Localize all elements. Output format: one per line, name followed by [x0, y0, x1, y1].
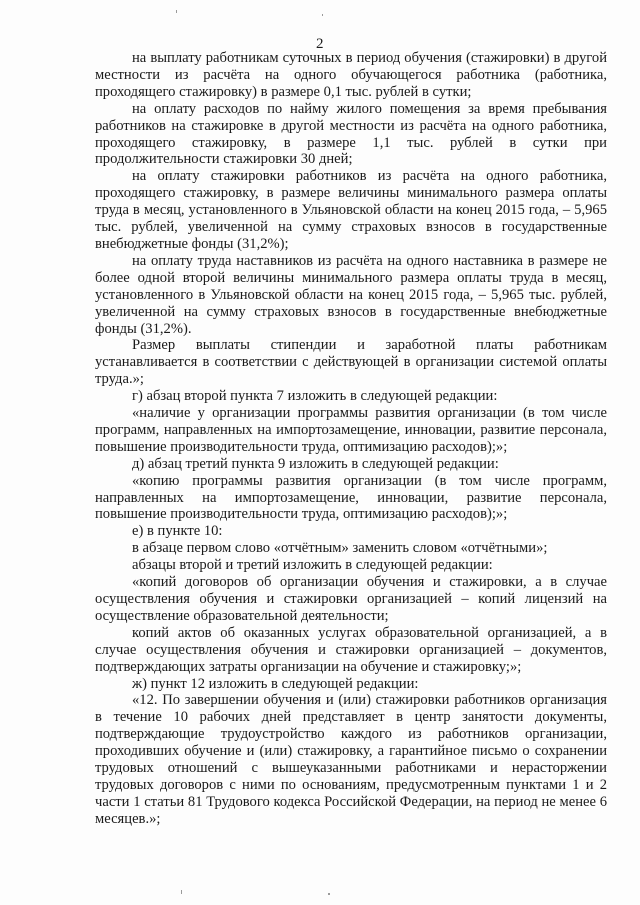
paragraph-daily-allowance: на выплату работникам суточных в период обучения (стажировки) в другой местности из расчёта на одного обучающегося работника (работника, проходящего стажировку) в размере 0,1 тыс. рублей в сутки; — [95, 50, 607, 100]
paragraph-item-e-second: абзацы второй и третий изложить в следующей редакции: — [132, 557, 493, 574]
scan-speck — [176, 10, 177, 13]
paragraph-item-d-text: «копию программы развития организации (в том числе программ, направленных на импортозамещение, инновации, развитие персонала, повышение производительности труда, оптимизацию расходов);»; — [95, 472, 607, 523]
paragraph-internship-pay: на оплату стажировки работников из расчёта на одного работника, проходящего стажировку, в размере величины минимального размера оплаты труда в месяц, установленного в Ульяновской области на конец 2015 года, – 5,965 тыс. рублей, увеличенной на сумму страховых взносов в государственные внебюджетные фонды (31,2%); — [95, 168, 607, 252]
paragraph-acts-copies: копий актов об оказанных услугах образовательной организацией, а в случае осуществления обучения и стажировки организацией – документов, подтверждающих затраты организации на обучение и стажировку;»; — [95, 624, 607, 675]
paragraph-item-g: г) абзац второй пункта 7 изложить в следующей редакции: — [132, 388, 498, 405]
paragraph-contracts-copies: «копий договоров об организации обучения и стажировки, а в случае осуществления обучения и стажировки организацией – копий лицензий на осуществление образовательной деятельности; — [95, 574, 607, 624]
scan-speck — [181, 890, 182, 894]
paragraph-item-d: д) абзац третий пункта 9 изложить в следующей редакции: — [132, 455, 499, 472]
paragraph-housing-costs: на оплату расходов по найму жилого помещения за время пребывания работников на стажировке в другой местности из расчёта на одного работника, проходящего стажировку, в размере 1,1 тыс. рублей в сутки при продолжительности стажировки 30 дней; — [95, 100, 607, 168]
paragraph-stipend-size: Размер выплаты стипендии и заработной платы работникам устанавливается в соответствии с действующей в организации системой оплаты труда.»; — [95, 337, 607, 388]
document-body — [95, 50, 607, 828]
paragraph-item-e-first: в абзаце первом слово «отчётным» заменить словом «отчётными»; — [132, 540, 548, 557]
paragraph-clause-12: «12. По завершении обучения и (или) стажировки работников организация в течение 10 рабочих дней представляет в центр занятости документы, подтверждающие трудоустройство каждого из работников организации, проходивших обучение и (или) стажировку, а гарантийное письмо о сохранении трудовых отношений с вышеуказанными работниками и нерасторжении трудовых договоров с ними по основаниям, предусмотренным пунктами 1 и 2 части 1 статьи 81 Трудового кодекса Российской Федерации, на период не менее 6 месяцев.»; — [95, 692, 607, 827]
page-number: 2 — [316, 36, 324, 52]
scan-speck — [328, 893, 330, 895]
scan-speck — [322, 14, 323, 16]
paragraph-mentor-pay: на оплату труда наставников из расчёта на одного наставника в размере не более одной второй величины минимального размера оплаты труда в месяц, установленного в Ульяновской области на конец 2015 года, – 5,965 тыс. рублей, увеличенной на сумму страховых взносов в государственные внебюджетные фонды (31,2%). — [95, 252, 607, 337]
paragraph-item-zh: ж) пункт 12 изложить в следующей редакции: — [132, 675, 419, 692]
paragraph-item-g-text: «наличие у организации программы развития организации (в том числе программ, направленных на импортозамещение, инновации, развитие персонала, повышение производительности труда, оптимизацию расходов);»; — [95, 405, 607, 455]
paragraph-item-e: е) в пункте 10: — [132, 523, 223, 540]
